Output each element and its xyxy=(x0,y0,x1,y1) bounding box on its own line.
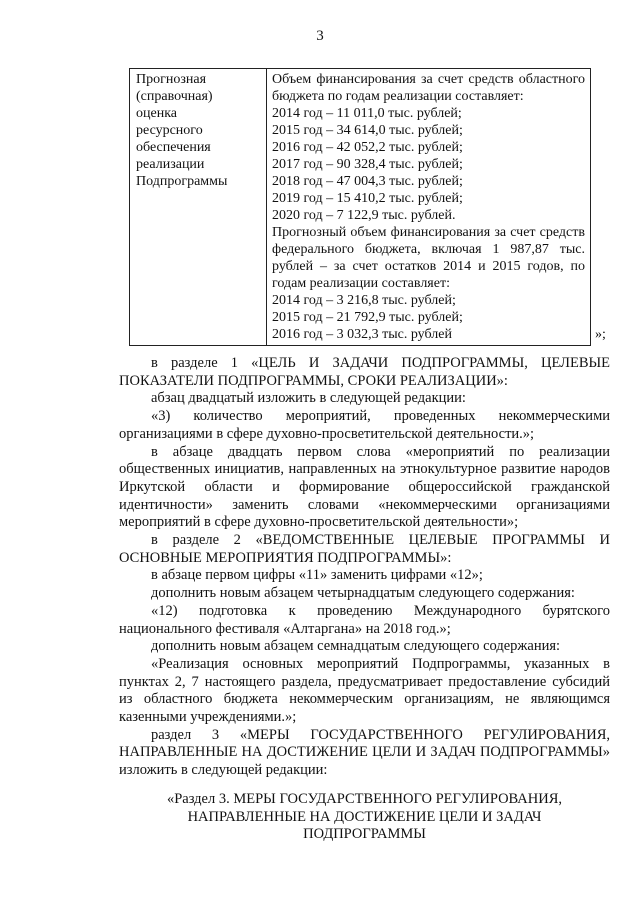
regional-budget-intro: Объем финансирования за счет средств областного бюджета по годам реализации составляет: xyxy=(272,72,585,104)
financing-table xyxy=(129,68,591,346)
table-row xyxy=(130,69,591,346)
document-body xyxy=(119,355,610,844)
regional-year-line: 2020 год – 7 122,9 тыс. рублей. xyxy=(272,208,456,223)
paragraph: дополнить новым абзацем семнадцатым следующего содержания: xyxy=(151,638,561,655)
label-line: Подпрограммы xyxy=(136,174,228,189)
label-line: оценка xyxy=(136,106,178,121)
federal-year-line: 2015 год – 21 792,9 тыс. рублей; xyxy=(272,310,463,325)
paragraph: «12) подготовка к проведению Международного бурятского национального фестиваля «Алтаргана» на 2018 год.»; xyxy=(119,602,610,637)
regional-year-line: 2019 год – 15 410,2 тыс. рублей; xyxy=(272,191,463,206)
label-line: обеспечения xyxy=(136,140,211,155)
section-heading-line: ПОДПРОГРАММЫ xyxy=(303,826,426,843)
paragraph: дополнить новым абзацем четырнадцатым следующего содержания: xyxy=(151,585,575,602)
label-line: реализации xyxy=(136,157,205,172)
paragraph: «Реализация основных мероприятий Подпрограммы, указанных в пунктах 2, 7 настоящего раздела, предусматривает предоставление субсидий из областного бюджета некоммерческим организациям, не являющимся казенными учреждениями.»; xyxy=(119,655,610,726)
page-number: 3 xyxy=(316,28,324,44)
federal-year-line: 2014 год – 3 216,8 тыс. рублей; xyxy=(272,293,456,308)
label-line: (справочная) xyxy=(136,89,213,104)
table-value-cell xyxy=(267,69,591,346)
regional-year-line: 2018 год – 47 004,3 тыс. рублей; xyxy=(272,174,463,189)
paragraph: в разделе 1 «ЦЕЛЬ И ЗАДАЧИ ПОДПРОГРАММЫ, ЦЕЛЕВЫЕ ПОКАЗАТЕЛИ ПОДПРОГРАММЫ, СРОКИ РЕАЛИЗАЦИИ»: xyxy=(119,355,610,389)
regional-year-line: 2015 год – 34 614,0 тыс. рублей; xyxy=(272,123,463,138)
regional-year-line: 2014 год – 11 011,0 тыс. рублей; xyxy=(272,106,462,121)
label-line: Прогнозная xyxy=(136,72,207,87)
paragraph: «3) количество мероприятий, проведенных некоммерческими организациями в сфере духовно-просветительской деятельности.»; xyxy=(119,408,610,442)
paragraph: в абзаце первом цифры «11» заменить цифрами «12»; xyxy=(151,567,483,584)
section-heading-line: «Раздел 3. МЕРЫ ГОСУДАРСТВЕННОГО РЕГУЛИРОВАНИЯ, xyxy=(166,790,563,807)
label-line: ресурсного xyxy=(136,123,203,138)
section-heading-line: НАПРАВЛЕННЫЕ НА ДОСТИЖЕНИЕ ЦЕЛИ И ЗАДАЧ xyxy=(187,808,542,825)
paragraph: абзац двадцатый изложить в следующей редакции: xyxy=(151,390,466,407)
paragraph: в абзаце двадцать первом слова «мероприятий по реализации общественных инициатив, направленных на этнокультурное развитие народов Иркутской области и формирование общероссийской гражданской идентичности» заменить словами «некоммерческими организациями мероприятий в сфере духовно-просветительской деятельности»; xyxy=(119,443,610,531)
federal-year-line: 2016 год – 3 032,3 тыс. рублей xyxy=(272,327,452,342)
table-label-cell xyxy=(130,69,267,346)
table-closing-quote: »; xyxy=(595,327,606,342)
paragraph: в разделе 2 «ВЕДОМСТВЕННЫЕ ЦЕЛЕВЫЕ ПРОГРАММЫ И ОСНОВНЫЕ МЕРОПРИЯТИЯ ПОДПРОГРАММЫ»: xyxy=(119,532,610,566)
federal-budget-intro: Прогнозный объем финансирования за счет средств федерального бюджета, включая 1 987,87 тыс. рублей – за счет остатков 2014 и 2015 годов, по годам реализации составляет: xyxy=(272,225,585,291)
regional-year-line: 2016 год – 42 052,2 тыс. рублей; xyxy=(272,140,463,155)
regional-year-line: 2017 год – 90 328,4 тыс. рублей; xyxy=(272,157,463,172)
paragraph: раздел 3 «МЕРЫ ГОСУДАРСТВЕННОГО РЕГУЛИРОВАНИЯ, НАПРАВЛЕННЫЕ НА ДОСТИЖЕНИЕ ЦЕЛИ И ЗАДАЧ ПОДПРОГРАММЫ» изложить в следующей редакции: xyxy=(119,726,610,779)
